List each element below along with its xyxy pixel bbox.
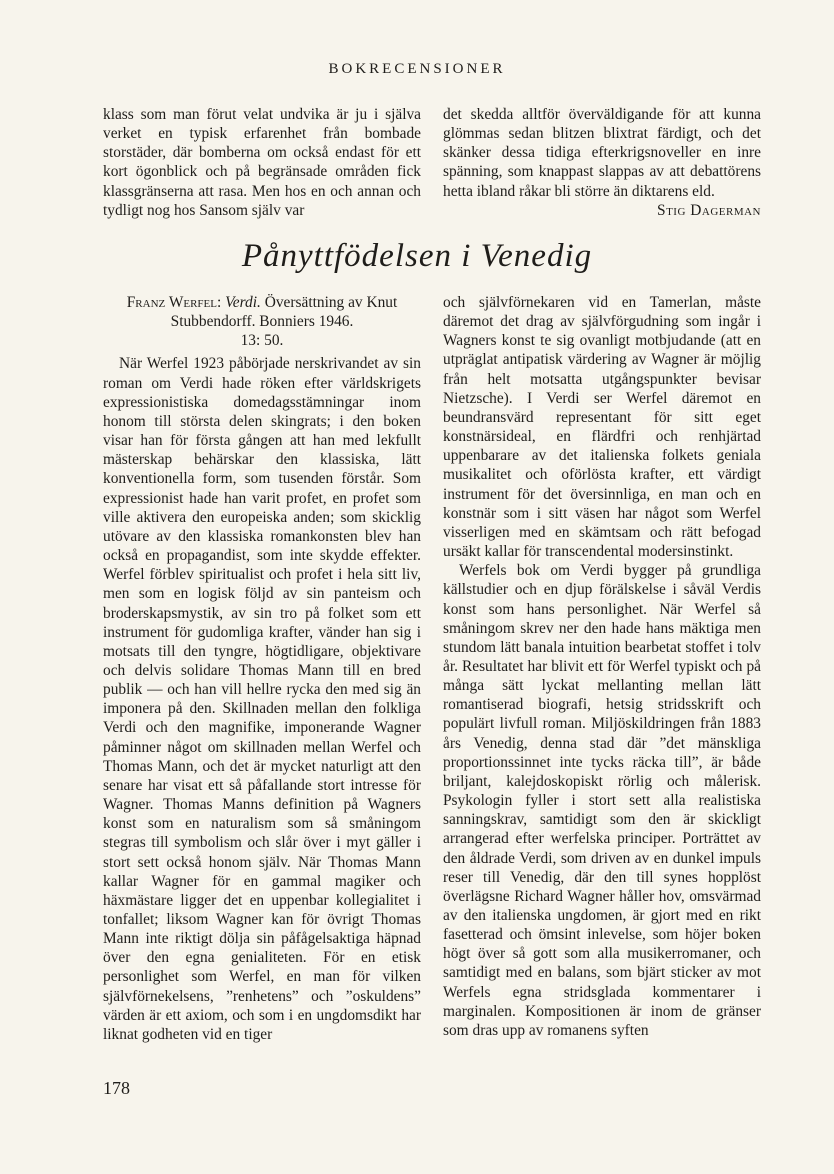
running-head: BOKRECENSIONER bbox=[328, 61, 506, 77]
article-title: Pånyttfödelsen i Venedig bbox=[241, 238, 593, 274]
article-left-column bbox=[103, 293, 421, 1044]
article-paragraph-1-continued: och självförnekaren vid en Tamerlan, måste däremot det drag av självförgudning som ingår i Wagners konst te sig ovanligt motbjudande (att en utpräglat antipatisk värdering av Wagner är möjlig från helt motsatta utgångspunkter bevisar Nietzsche). I Verdi ser Werfel däremot en beundransvärd representant för sitt eget konstnärsideal, en flärdfri och renhjärtad uppenbarare av det italienska folkets geniala musikalitet och oförlösta krafter, ett värdigt instrument för det översinnliga, en man och en konstnär som i sitt väsen har något som Werfel visserligen med en skämtsam och rätt befogad ursäkt kallar för transcendental modersinstinkt. bbox=[443, 294, 761, 561]
previous-review-left-column bbox=[103, 105, 421, 220]
book-author: Franz Werfel: bbox=[126, 294, 222, 311]
article-paragraph-1: När Werfel 1923 påbörjade nerskrivandet av sin roman om Verdi hade röken efter världskrigets expressionistiska domedagsstämningar inom honom till största delen skingrats; i den boken visar han för första gången att han med lekfullt mästerskap behärskar den klassiska, lätt konventionella form, som tusenden förstår. Som expressionist hade han varit profet, en profet som ville aktivera den europeiska anden; som skicklig utövare av den klassiska romankonsten blev han också en propagandist, som inte skydde effekter. Werfel förblev spiritualist och profet i hela sitt liv, men som en logisk följd av sin panteism och broderskapsmystik, av sin tro på folket som ett instrument för gudomliga krafter, vänder han sig i motsats till den tyngre, högtidligare, objektivare och delvis solidare Thomas Mann till en bred publik — och han vill hellre rycka den med sig än imponera på den. Skillnaden mellan den folkliga Verdi och den magnifike, imponerande Wagner påminner något om skillnaden mellan Werfel och Thomas Mann, och det är mycket naturligt att den senare har visat ett så påfallande stort intresse för Wagner. Thomas Manns definition på Wagners konst som en naturalism som så småningom stegras till symbolism och slår över i myt gäller i stort sett också honom själv. När Thomas Mann kallar Wagner för en gammal magiker och häxmästare ligger det en uppenbar kollegialitet i tonfallet; liksom Wagner kan för övrigt Thomas Mann inte riktigt dölja sin påfågelsaktiga häpnad över den egna genialiteten. För en etisk personlighet som Werfel, en man för vilken självförnekelsens, ”renhetens” och ”oskuldens” värden är ett axiom, och som i en ungdomsdikt har liknat godheten vid en tiger bbox=[103, 355, 421, 1043]
previous-review-right-column bbox=[443, 105, 761, 220]
book-title: Verdi. bbox=[225, 294, 261, 311]
previous-review-text-right: det skedda alltför överväldigande för att kunna glömmas sedan blitzen blixtrat färdigt, och det skänker dessa tidiga efterkrigsnoveller en inre spänning, som knappast slappas av att debattörens hetta ibland råkar bli större än diktarens eld. Stig Dagerman bbox=[443, 106, 761, 219]
book-price: 13: 50. bbox=[240, 332, 284, 350]
article-paragraph-2: Werfels bok om Verdi bygger på grundliga källstudier och en djup förälskelse i såväl Verdis konst som hans personlighet. När Werfel så småningom skrev ner den hade hans mäktiga men stundom lätt banala intuition bearbetat stoffet i tolv år. Resultatet har blivit ett för Werfel typiskt och på många sätt lyckat mellanting mellan lätt romantiserad biografi, hetsig stridsskrift och populärt livfull roman. Miljöskildringen från 1883 års Venedig, denna stad där ”det mänskliga proportionssinnet inte tycks räcka till”, är både briljant, kalejdoskopiskt rörlig och målerisk. Psykologin fyller i stort sett alla realistiska sanningskrav, samtidigt som den är skickligt arrangerad efter werfelska principer. Porträttet av den åldrade Verdi, som driven av en dunkel impuls reser till Venedig, där den till synes hopplöst överlägsne Richard Wagner håller hov, omsvärmad av den italienska ungdomen, är gjort med en rikt fasetterad och ömsint inlevelse, som höjer boken högt över så gott som alla musikerromaner, och samtidigt med en balans, som bjärt sticker av mot Werfels egna stridsglada kommentarer i marginalen. Kompositionen är inom de gränser som dras upp av romanens syften bbox=[443, 562, 761, 1039]
reviewer-signature: Stig Dagerman bbox=[657, 201, 761, 219]
book-details: Översättning av Knut Stubbendorff. Bonniers 1946. bbox=[170, 294, 398, 331]
page-number: 178 bbox=[103, 1078, 130, 1098]
previous-review-text-left: klass som man förut velat undvika är ju i själva verket en typisk erfarenhet från bombade storstäder, där bomberna om också endast för ett kort ögonblick och på begränsade områden fick klassgränserna att rasa. Men hos en och annan och tydligt nog hos Sansom själv var bbox=[103, 106, 421, 219]
bibliographic-entry bbox=[103, 293, 421, 350]
article-right-column bbox=[443, 293, 761, 1040]
